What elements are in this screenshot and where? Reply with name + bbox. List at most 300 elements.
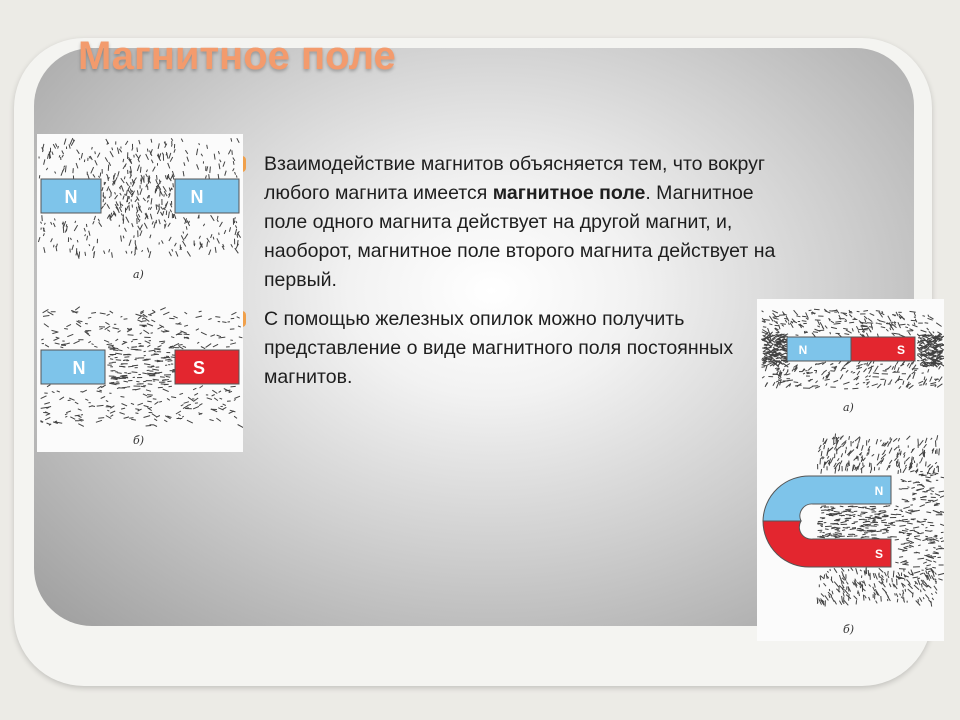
iron-filing [856,600,857,604]
iron-filing [860,513,865,514]
iron-filing [238,326,241,327]
iron-filing [940,524,944,526]
iron-filing [920,505,925,507]
iron-filing [88,317,91,318]
bullet-item-1 [238,150,778,295]
iron-filing [900,324,906,325]
iron-filing [154,222,156,228]
iron-filing [846,330,852,333]
iron-filing [67,334,73,336]
iron-filing [816,371,817,373]
iron-filing [922,486,925,487]
iron-filing [877,334,878,337]
iron-filing [99,222,102,227]
iron-filing [43,233,44,236]
iron-filing [912,498,915,499]
iron-filing [41,339,43,340]
iron-filing [107,186,109,191]
iron-filing [121,316,123,317]
iron-filing [117,204,118,206]
iron-filing [142,321,146,322]
iron-filing [809,386,813,388]
pole-label-a-right: N [190,187,204,207]
iron-filing [169,386,172,387]
iron-filing [808,367,812,371]
iron-filing [815,364,820,365]
iron-filing [934,536,938,537]
iron-filing [231,138,232,142]
iron-filing [820,532,822,533]
iron-filing [812,333,816,337]
iron-filing [902,564,908,565]
iron-filing [936,538,938,539]
iron-filing [933,578,934,580]
iron-filing [97,405,104,406]
iron-filing [161,384,168,385]
iron-filing [100,313,106,314]
iron-filing [882,533,886,534]
iron-filing [939,359,943,360]
iron-filing [924,377,925,381]
iron-filing [877,384,881,388]
iron-filing [910,471,914,472]
iron-filing [904,597,905,601]
iron-filing [183,241,186,247]
iron-filing [869,463,870,467]
iron-filing [928,369,929,372]
iron-filing [187,251,190,256]
iron-filing [868,361,872,366]
iron-filing [159,219,160,224]
iron-filing [196,316,202,318]
iron-filing [146,426,152,427]
iron-filing [796,335,799,336]
iron-filing [236,221,237,223]
iron-filing [144,223,147,229]
iron-filing [42,215,43,221]
iron-filing [147,345,150,347]
iron-filing [206,344,212,348]
iron-filing [109,196,110,198]
iron-filing [122,343,126,345]
iron-filing [846,370,848,372]
iron-filing [939,377,943,382]
iron-filing [831,327,837,328]
iron-filing [160,191,161,197]
iron-filing [818,321,820,326]
iron-filing [890,322,893,323]
iron-filing [908,589,913,594]
iron-filing [912,457,913,462]
iron-filing [169,153,171,159]
iron-filing [918,545,920,546]
iron-filing [82,390,87,392]
iron-filing [876,311,880,312]
iron-filing [831,321,834,323]
caption-right-b: б) [843,623,855,636]
iron-filing [167,398,170,400]
iron-filing [931,438,933,440]
iron-filing [150,312,156,314]
iron-filing [161,342,164,343]
iron-filing [927,335,929,336]
iron-filing [230,343,236,345]
iron-filing [181,405,184,406]
iron-filing [235,225,236,228]
iron-filing [107,330,110,332]
iron-filing [858,590,859,593]
iron-filing [74,225,77,231]
iron-filing [910,512,915,513]
iron-filing [924,444,927,448]
iron-filing [867,531,874,532]
iron-filing [199,236,200,239]
iron-filing [873,587,875,591]
iron-filing [65,166,66,173]
iron-filing [144,406,149,407]
iron-filing [899,557,903,558]
iron-filing [933,561,936,562]
iron-filing [775,368,777,369]
iron-filing [834,323,841,324]
iron-filing [845,509,851,510]
iron-filing [776,382,779,388]
iron-filing [44,223,45,225]
iron-filing [120,413,125,415]
iron-filing [899,569,906,570]
iron-filing [866,380,869,381]
iron-filing [913,577,919,578]
iron-filing [212,395,215,397]
iron-filing [816,381,818,383]
iron-filing [41,396,47,399]
iron-filing [147,395,153,396]
iron-filing [140,188,142,195]
iron-filing [222,407,226,409]
iron-filing [101,206,103,209]
iron-filing [129,202,130,204]
iron-filing [893,333,900,334]
caption-left-a: а) [133,268,144,281]
iron-filing [150,214,152,220]
iron-filing [926,565,931,566]
iron-filing [110,311,113,313]
iron-filing [832,591,833,595]
iron-filing [92,147,93,150]
iron-filing [886,530,889,531]
iron-filing [57,391,60,392]
iron-filing [151,320,155,322]
iron-filing [926,571,928,575]
iron-filing [225,171,227,176]
iron-filing [135,247,136,254]
iron-filing [148,384,153,385]
iron-filing [153,379,159,380]
iron-filing [149,195,150,198]
iron-filing [821,469,822,474]
iron-filing [910,311,916,312]
iron-filing [894,365,895,370]
iron-filing [85,399,88,400]
iron-filing [95,151,96,154]
iron-filing [112,252,113,257]
iron-filing [127,347,129,348]
iron-filing [926,559,932,561]
iron-filing [899,379,903,380]
iron-filing [137,165,139,171]
iron-filing [130,189,131,193]
iron-filing [211,335,216,337]
iron-filing [938,340,942,342]
iron-filing [136,154,139,159]
iron-filing [231,312,236,315]
iron-filing [237,317,240,319]
iron-filing [209,250,211,255]
iron-filing [143,381,146,382]
iron-filing [57,244,58,247]
iron-filing [154,419,157,421]
iron-filing [907,540,913,542]
iron-filing [849,322,854,323]
iron-filing [941,477,944,478]
iron-filing [61,170,63,176]
iron-filing [43,309,49,312]
iron-filing [183,346,186,347]
iron-filing [94,216,95,220]
iron-filing [75,307,80,310]
iron-filing [186,226,187,229]
iron-filing [147,396,152,397]
iron-filing [207,145,208,149]
iron-filing [52,391,55,392]
iron-filing [219,164,220,170]
iron-filing [905,461,906,464]
iron-filing [156,179,158,184]
iron-filing [234,399,236,400]
iron-filing [169,237,171,241]
iron-filing [881,522,887,523]
iron-filing [907,436,911,440]
iron-filing [931,341,937,342]
iron-filing [785,320,787,322]
iron-filing [152,369,159,370]
iron-filing [184,334,190,335]
iron-filing [62,155,64,158]
iron-filing [931,593,932,595]
iron-filing [829,594,830,598]
iron-filing [812,312,813,315]
iron-filing [131,341,133,342]
iron-filing [923,316,926,317]
iron-filing [940,496,944,498]
iron-filing [121,236,122,242]
iron-filing [126,251,127,254]
iron-filing [923,588,926,591]
iron-filing [236,175,237,177]
iron-filing [940,538,943,539]
iron-filing [913,527,919,528]
iron-filing [790,323,793,328]
iron-filing [836,589,840,593]
iron-filing [927,363,934,364]
iron-filing [182,416,184,417]
iron-filing [55,172,56,174]
iron-filing [870,468,871,473]
iron-filing [881,460,882,465]
iron-filing [124,417,129,419]
iron-filing [107,410,109,411]
iron-filing [179,414,181,415]
iron-filing [909,362,912,368]
iron-filing [161,207,163,210]
iron-filing [900,453,901,455]
iron-filing [926,538,933,539]
caption-right-a: а) [843,401,854,414]
iron-filing [851,568,853,571]
iron-filing [106,401,108,402]
iron-filing [178,345,183,346]
iron-filing [176,251,178,256]
iron-filing [843,574,844,577]
iron-filing [932,598,934,600]
iron-filing [856,326,858,330]
iron-filing [54,245,55,248]
iron-filing [838,462,840,464]
iron-filing [802,321,807,322]
iron-filing [128,335,134,336]
iron-filing [51,238,53,242]
iron-filing [218,151,219,154]
iron-filing [903,381,904,385]
iron-filing [216,418,221,421]
iron-filing [74,341,80,344]
iron-filing [44,324,49,328]
iron-filing [121,214,122,216]
iron-filing [125,141,128,145]
iron-filing [129,418,133,419]
iron-filing [123,196,124,200]
iron-filing [920,462,921,464]
iron-filing [904,455,905,458]
iron-filing [207,166,208,171]
iron-filing [840,521,846,523]
iron-filing [920,362,923,364]
iron-filing [913,499,916,500]
iron-filing [897,459,898,463]
iron-filing [211,215,215,221]
iron-filing [118,331,121,333]
iron-filing [78,424,84,427]
iron-filing [162,240,164,243]
paragraph-2-text: С помощью железных опилок можно получить представление о виде магнитного поля постоянных магнитов. [264,308,734,388]
iron-filing [921,457,923,461]
iron-filing [903,546,908,548]
iron-filing [163,312,169,315]
iron-filing [155,402,159,405]
iron-filing [841,437,842,440]
iron-filing [770,358,773,360]
iron-filing [65,229,66,232]
iron-filing [126,217,129,223]
iron-filing [147,149,148,152]
iron-filing [881,575,883,578]
iron-filing [877,531,882,532]
iron-filing [153,167,156,172]
iron-filing [909,385,914,389]
iron-filing [123,236,124,239]
iron-filing [905,529,908,530]
iron-filing [856,383,859,385]
iron-filing [931,491,934,492]
iron-filing [72,245,74,250]
iron-filing [905,465,906,467]
iron-filing [212,390,217,393]
iron-filing [914,317,916,318]
iron-filing [849,314,852,317]
iron-filing [201,154,203,157]
iron-filing [831,596,834,602]
iron-filing [215,247,216,253]
iron-filing [864,581,866,586]
iron-filing [115,353,122,354]
iron-filing [833,380,838,382]
iron-filing [138,214,140,217]
iron-filing [60,397,65,400]
iron-filing [59,155,60,157]
iron-filing [936,503,940,504]
iron-filing [100,173,101,177]
iron-filing [871,510,875,511]
iron-filing [819,330,825,331]
iron-filing [852,465,853,472]
iron-filing [121,408,125,409]
iron-filing [936,323,941,327]
iron-filing [881,327,885,328]
iron-filing [54,218,55,220]
iron-filing [884,380,886,386]
iron-filing [848,511,853,512]
iron-filing [864,364,867,365]
iron-filing [65,416,67,417]
iron-filing [45,345,49,347]
iron-filing [125,165,126,167]
iron-filing [124,319,128,320]
iron-filing [84,228,85,231]
iron-filing [158,143,159,149]
iron-filing [912,325,917,327]
iron-filing [69,144,70,148]
iron-filing [214,398,218,401]
iron-filing [868,439,869,442]
iron-filing [859,592,860,596]
iron-filing [60,347,63,348]
iron-filing [224,230,226,234]
iron-filing [899,525,905,526]
figure-right-drawing [757,299,944,641]
iron-filing [147,200,148,202]
iron-filing [163,186,166,191]
paragraph-1-text: Взаимодействие магнитов объясняется тем, что вокруг любого магнита имеется магнитное поле. Магнитное поле одного магнита действует на другой магнит, и, наоборот, магнитное поле второго магнита действует на первый. [264,153,776,291]
iron-filing [199,404,202,406]
bar-south-label: S [896,343,906,357]
iron-filing [919,440,923,445]
iron-filing [872,518,876,519]
iron-filing [837,535,842,536]
iron-filing [888,576,889,578]
iron-filing [132,190,133,192]
iron-filing [809,310,812,311]
iron-filing [184,325,188,326]
